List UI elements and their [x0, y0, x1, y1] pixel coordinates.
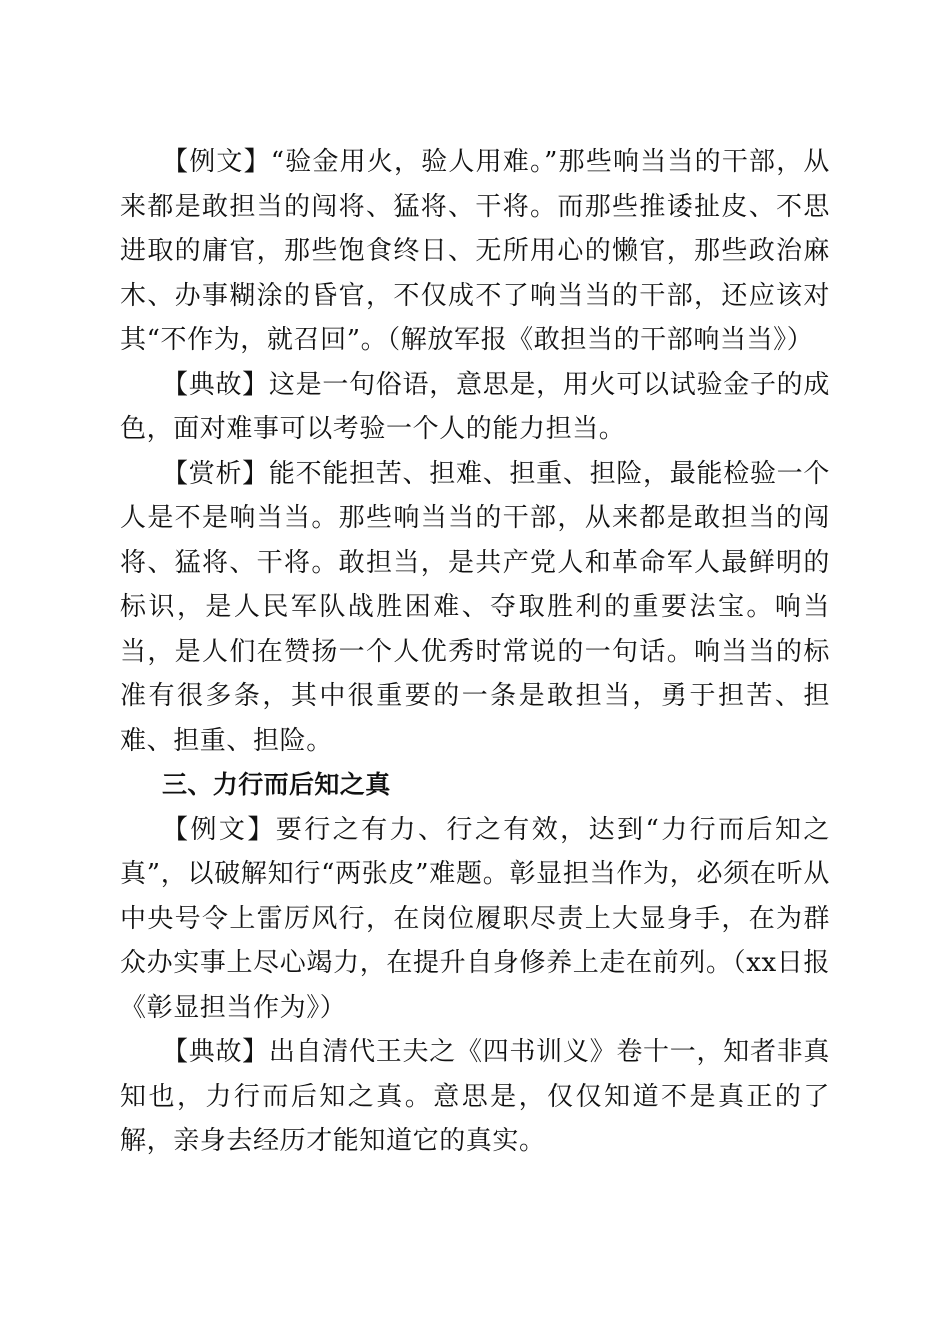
paragraph-label: 【典故】 — [162, 369, 269, 400]
paragraph-allusion-1 — [120, 363, 830, 452]
document-body — [120, 140, 830, 1164]
paragraph-text: 要行之有力、行之有效，达到“力行而后知之真”，以破解知行“两张皮”难题。彰显担当作为，必须在听从中央号令上雷厉风行，在岗位履职尽责上大显身手，在为群众办实事上尽心竭力，在提升自身修养上走在前列。（xx日报《彰显担当作为》） — [120, 814, 830, 1023]
paragraph-text: 这是一句俗语，意思是，用火可以试验金子的成色，面对难事可以考验一个人的能力担当。 — [120, 369, 830, 444]
paragraph-label: 【典故】 — [162, 1037, 269, 1067]
paragraph-analysis-1 — [120, 452, 830, 764]
paragraph-example-2 — [120, 808, 830, 1031]
paragraph-example-1 — [120, 140, 830, 363]
paragraph-label: 【赏析】 — [162, 458, 269, 489]
paragraph-label: 【例文】 — [162, 147, 271, 177]
paragraph-text: 出自清代王夫之《四书训义》卷十一，知者非真知也，力行而后知之真。意思是，仅仅知道不是真正的了解，亲身去经历才能知道它的真实。 — [120, 1037, 830, 1156]
paragraph-text: 能不能担苦、担难、担重、担险，最能检验一个人是不是响当当。那些响当当的干部，从来都是敢担当的闯将、猛将、干将。敢担当，是共产党人和革命军人最鲜明的标识，是人民军队战胜困难、夺取胜利的重要法宝。响当当，是人们在赞扬一个人优秀时常说的一句话。响当当的标准有很多条，其中很重要的一条是敢担当，勇于担苦、担难、担重、担险。 — [120, 458, 830, 756]
paragraph-allusion-2 — [120, 1030, 830, 1164]
section-heading: 三、力行而后知之真 — [162, 770, 391, 799]
paragraph-text: “验金用火，验人用难。”那些响当当的干部，从来都是敢担当的闯将、猛将、干将。而那些推诿扯皮、不思进取的庸官，那些饱食终日、无所用心的懒官，那些政治麻木、办事糊涂的昏官，不仅成不了响当当的干部，还应该对其“不作为，就召回”。（解放军报《敢担当的干部响当当》） — [120, 147, 830, 355]
paragraph-label: 【例文】 — [162, 814, 276, 845]
